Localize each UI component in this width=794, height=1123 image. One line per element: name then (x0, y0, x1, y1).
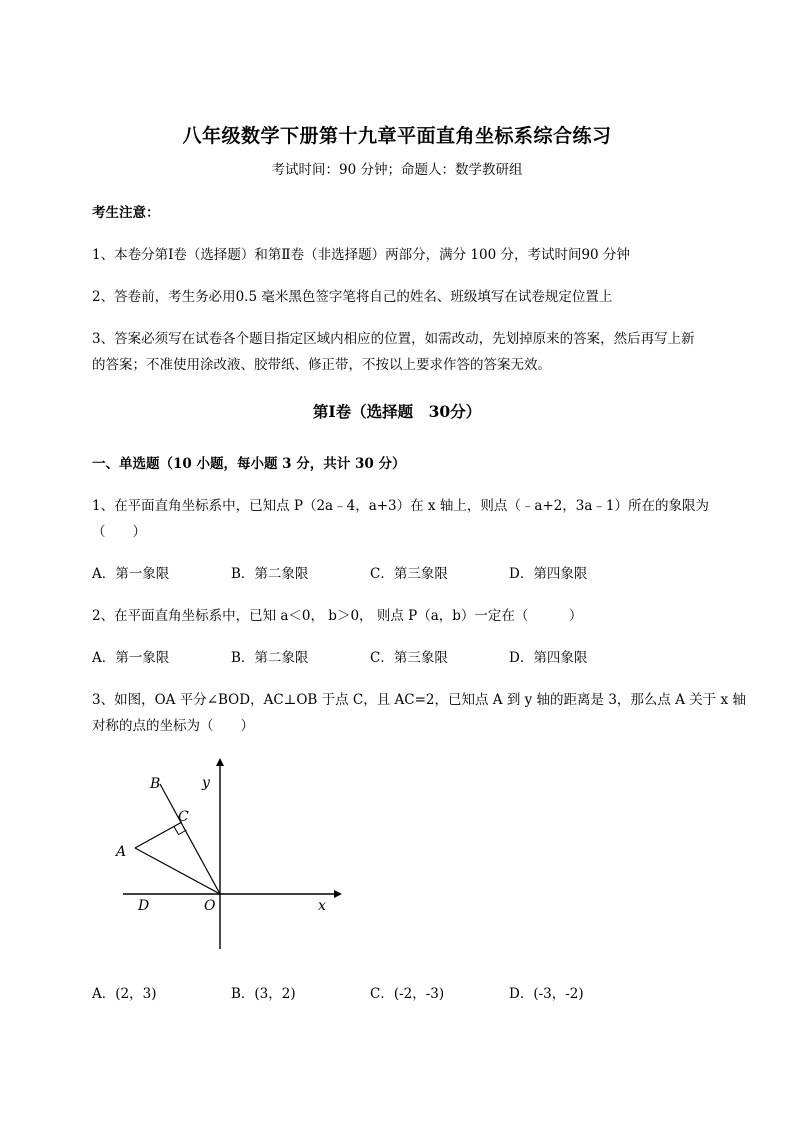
question-1-option-d[interactable]: D．第四象限 (509, 566, 588, 582)
question-3-option-b[interactable]: B．(3，2) (231, 986, 296, 1002)
notice-item-2: 2、答卷前，考生务必用0.5 毫米黑色签字笔将自己的姓名、班级填写在试卷规定位置上 (92, 289, 613, 305)
question-3-option-a[interactable]: A．(2，3) (92, 986, 157, 1002)
question-3-option-d[interactable]: D．(-3，-2) (509, 986, 584, 1002)
right-angle-mark (174, 827, 187, 835)
page-title: 八年级数学下册第十九章平面直角坐标系综合练习 (182, 125, 612, 147)
section-title: 第Ⅰ卷（选择题 30分） (312, 402, 482, 421)
question-3-option-c[interactable]: C．(-2，-3) (370, 986, 445, 1002)
notice-item-1: 1、本卷分第Ⅰ卷（选择题）和第Ⅱ卷（非选择题）两部分，满分 100 分，考试时间90 分钟 (92, 247, 630, 263)
question-1-option-a[interactable]: A．第一象限 (92, 566, 170, 582)
geometry-figure (108, 752, 358, 966)
label-a: A (116, 844, 127, 860)
question-2-option-d[interactable]: D．第四象限 (509, 650, 588, 666)
label-b: B (150, 776, 161, 792)
segment-ac (135, 822, 182, 848)
label-x: x (318, 898, 326, 914)
notice-item-3-cont: 的答案；不准使用涂改液、胶带纸、修正带，不按以上要求作答的答案无效。 (92, 357, 551, 373)
question-2-text: 2、在平面直角坐标系中，已知 a＜0， b＞0， 则点 P（a，b）一定在（ ） (92, 608, 583, 624)
question-2-option-c[interactable]: C．第三象限 (370, 650, 448, 666)
question-1-option-c[interactable]: C．第三象限 (370, 566, 448, 582)
part-heading: 一、单选题（10 小题，每小题 3 分，共计 30 分） (92, 456, 406, 472)
question-2-option-a[interactable]: A．第一象限 (92, 650, 170, 666)
label-y: y (202, 775, 210, 791)
label-d: D (138, 898, 150, 914)
question-3-text-cont: 对称的点的坐标为（ ） (92, 718, 254, 734)
question-2-option-b[interactable]: B．第二象限 (231, 650, 309, 666)
label-c: C (178, 809, 189, 825)
notice-heading: 考生注意： (92, 205, 160, 221)
question-1-option-b[interactable]: B．第二象限 (231, 566, 309, 582)
notice-item-3: 3、答案必须写在试卷各个题目指定区域内相应的位置，如需改动，先划掉原来的答案，然后再写上新 (92, 331, 695, 347)
question-1-bracket: （ ） (92, 524, 146, 540)
label-o: O (204, 898, 216, 914)
exam-subtitle: 考试时间：90 分钟；命题人：数学教研组 (271, 162, 523, 178)
question-3-text: 3、如图，OA 平分∠BOD，AC⊥OB 于点 C，且 AC=2，已知点 A 到 y 轴的距离是 3，那么点 A 关于 x 轴 (92, 692, 746, 708)
question-1-text: 1、在平面直角坐标系中，已知点 P（2a﹣4，a+3）在 x 轴上，则点（﹣a+2，3a﹣1）所在的象限为 (92, 498, 710, 514)
